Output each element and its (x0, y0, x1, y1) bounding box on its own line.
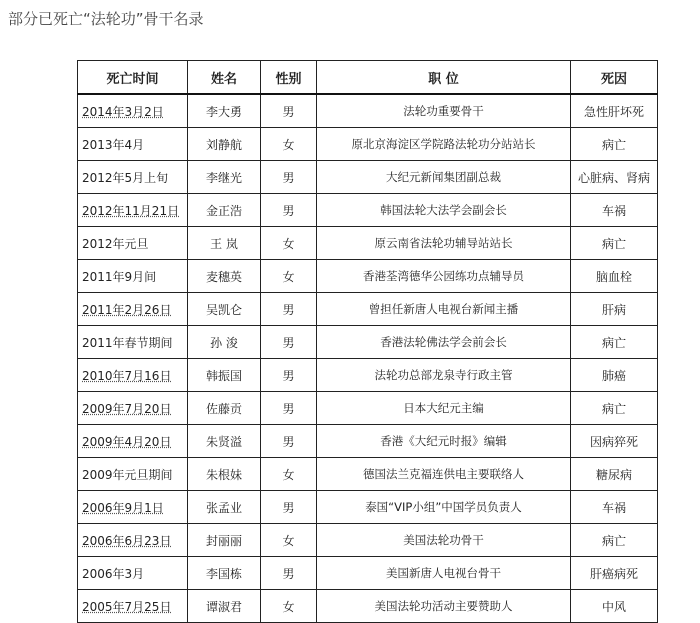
cell-cause: 病亡 (571, 326, 658, 359)
cell-position: 香港《大纪元时报》编辑 (317, 425, 571, 458)
table-row (78, 94, 658, 128)
cell-position: 美国法轮功骨干 (317, 524, 571, 557)
cell-date: 2006年3月 (78, 557, 188, 590)
cell-date: 2005年7月25日 (78, 590, 188, 623)
cell-date: 2006年9月1日 (78, 491, 188, 524)
table-row (78, 557, 658, 590)
cell-name: 孙 浚 (188, 326, 261, 359)
cell-name: 韩振国 (188, 359, 261, 392)
cell-gender: 女 (261, 227, 317, 260)
cell-position: 法轮功总部龙泉寺行政主管 (317, 359, 571, 392)
cell-cause: 肺癌 (571, 359, 658, 392)
cell-position: 香港法轮佛法学会前会长 (317, 326, 571, 359)
table-body (78, 94, 658, 623)
table-row (78, 260, 658, 293)
casualty-table (77, 60, 658, 623)
table-row (78, 293, 658, 326)
column-header-position: 职 位 (317, 61, 571, 95)
table-row (78, 128, 658, 161)
cell-name: 封丽丽 (188, 524, 261, 557)
cell-date: 2011年春节期间 (78, 326, 188, 359)
cell-position: 日本大纪元主编 (317, 392, 571, 425)
cell-cause: 肝病 (571, 293, 658, 326)
cell-gender: 男 (261, 557, 317, 590)
table-row (78, 590, 658, 623)
cell-name: 麦穗英 (188, 260, 261, 293)
cell-gender: 男 (261, 326, 317, 359)
cell-cause: 病亡 (571, 227, 658, 260)
cell-name: 李大勇 (188, 94, 261, 128)
cell-cause: 脑血栓 (571, 260, 658, 293)
cell-date: 2009年7月20日 (78, 392, 188, 425)
table-row (78, 491, 658, 524)
cell-gender: 男 (261, 94, 317, 128)
cell-name: 刘静航 (188, 128, 261, 161)
cell-gender: 男 (261, 425, 317, 458)
table-row (78, 524, 658, 557)
table-row (78, 458, 658, 491)
cell-name: 李国栋 (188, 557, 261, 590)
cell-cause: 急性肝坏死 (571, 94, 658, 128)
cell-position: 香港荃湾德华公园练功点辅导员 (317, 260, 571, 293)
cell-position: 法轮功重要骨干 (317, 94, 571, 128)
table-row (78, 425, 658, 458)
page-heading: 部分已死亡“法轮功”骨干名录 (8, 10, 204, 28)
table-row (78, 392, 658, 425)
cell-position: 泰国“VIP小组”中国学员负责人 (317, 491, 571, 524)
cell-gender: 女 (261, 260, 317, 293)
cell-date: 2012年11月21日 (78, 194, 188, 227)
column-header-cause: 死因 (571, 61, 658, 95)
cell-name: 谭淑君 (188, 590, 261, 623)
cell-name: 吴凯仑 (188, 293, 261, 326)
cell-position: 美国新唐人电视台骨干 (317, 557, 571, 590)
cell-gender: 男 (261, 293, 317, 326)
cell-position: 德国法兰克福连供电主要联络人 (317, 458, 571, 491)
header-row (78, 61, 658, 95)
cell-gender: 男 (261, 194, 317, 227)
cell-gender: 女 (261, 524, 317, 557)
cell-name: 李继光 (188, 161, 261, 194)
column-header-date: 死亡时间 (78, 61, 188, 95)
table-row (78, 326, 658, 359)
column-header-name: 姓名 (188, 61, 261, 95)
cell-gender: 男 (261, 161, 317, 194)
cell-gender: 男 (261, 392, 317, 425)
cell-position: 韩国法轮大法学会副会长 (317, 194, 571, 227)
cell-cause: 车祸 (571, 491, 658, 524)
cell-name: 金正浩 (188, 194, 261, 227)
cell-position: 原云南省法轮功辅导站站长 (317, 227, 571, 260)
cell-name: 朱贤溢 (188, 425, 261, 458)
cell-gender: 女 (261, 128, 317, 161)
table-header (78, 61, 658, 95)
cell-position: 原北京海淀区学院路法轮功分站站长 (317, 128, 571, 161)
cell-position: 曾担任新唐人电视台新闻主播 (317, 293, 571, 326)
table-row (78, 194, 658, 227)
table-row (78, 227, 658, 260)
cell-date: 2009年4月20日 (78, 425, 188, 458)
cell-gender: 男 (261, 359, 317, 392)
cell-name: 朱根妹 (188, 458, 261, 491)
cell-cause: 因病猝死 (571, 425, 658, 458)
cell-position: 大纪元新闻集团副总裁 (317, 161, 571, 194)
table-row (78, 161, 658, 194)
cell-name: 王 岚 (188, 227, 261, 260)
cell-position: 美国法轮功活动主要赞助人 (317, 590, 571, 623)
cell-gender: 男 (261, 491, 317, 524)
cell-cause: 病亡 (571, 524, 658, 557)
cell-name: 佐藤贡 (188, 392, 261, 425)
cell-date: 2013年4月 (78, 128, 188, 161)
cell-cause: 肝癌病死 (571, 557, 658, 590)
cell-date: 2011年2月26日 (78, 293, 188, 326)
cell-cause: 中风 (571, 590, 658, 623)
cell-date: 2011年9月间 (78, 260, 188, 293)
cell-cause: 心脏病、肾病 (571, 161, 658, 194)
cell-date: 2010年7月16日 (78, 359, 188, 392)
cell-gender: 女 (261, 458, 317, 491)
cell-cause: 病亡 (571, 128, 658, 161)
cell-cause: 车祸 (571, 194, 658, 227)
cell-gender: 女 (261, 590, 317, 623)
cell-date: 2006年6月23日 (78, 524, 188, 557)
cell-date: 2012年5月上旬 (78, 161, 188, 194)
cell-name: 张孟业 (188, 491, 261, 524)
cell-date: 2009年元旦期间 (78, 458, 188, 491)
table-row (78, 359, 658, 392)
cell-date: 2014年3月2日 (78, 94, 188, 128)
cell-cause: 糖尿病 (571, 458, 658, 491)
column-header-gender: 性别 (261, 61, 317, 95)
cell-date: 2012年元旦 (78, 227, 188, 260)
cell-cause: 病亡 (571, 392, 658, 425)
